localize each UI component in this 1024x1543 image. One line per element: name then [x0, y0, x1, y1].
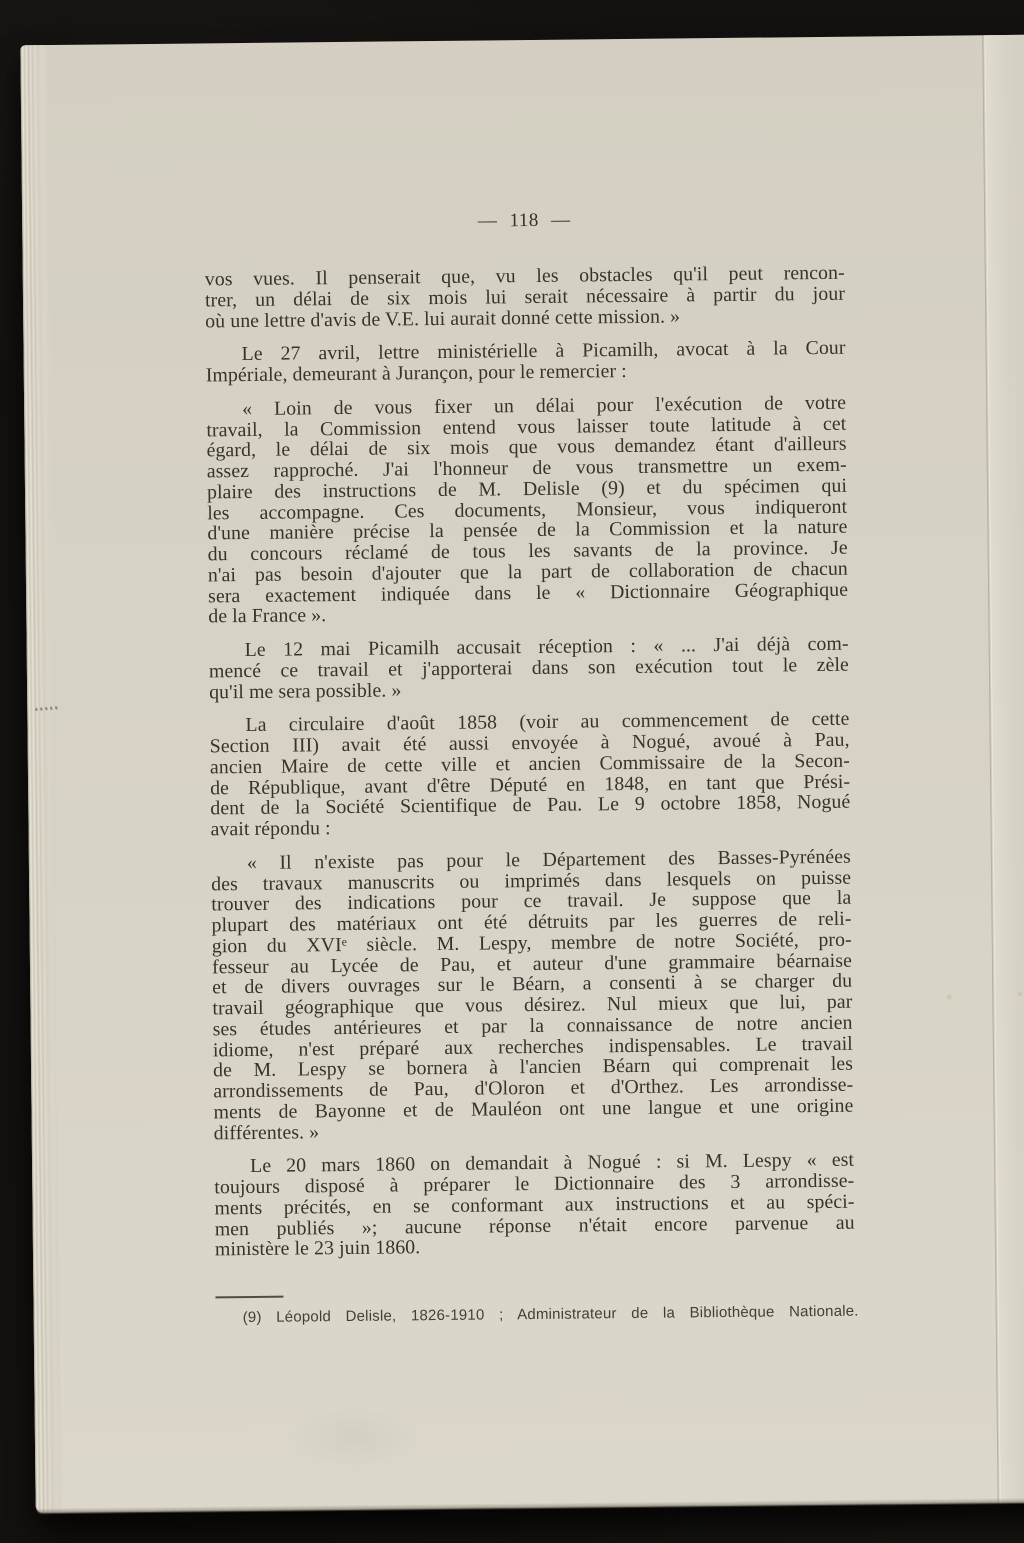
text-line: travail, la Commission entend vous laisser toute latitude à cet: [206, 412, 847, 441]
text-line: ses études antérieures et par la connaissance de notre ancien: [212, 1011, 853, 1041]
text-line: Impériale, demeurant à Jurançon, pour le remercier :: [205, 360, 627, 387]
bottom-page-edge: [36, 1498, 1024, 1515]
text-line: ministère le 23 juin 1860.: [214, 1236, 421, 1261]
paragraph: [211, 846, 854, 1143]
text-line: où une lettre d'avis de V.E. lui aurait donné cette mission. »: [205, 304, 681, 332]
text-line: et de divers ouvrages sur le Béarn, a consenti à se charger du: [212, 969, 853, 999]
text-line: différentes. »: [213, 1120, 320, 1144]
paragraph: [209, 634, 850, 703]
text-line: plupart des matériaux ont été détruits par les guerres de reli-: [211, 907, 852, 937]
text-line: Le 12 mai Picamilh accusait réception : « ... J'ai déjà com-: [244, 632, 849, 662]
text-line: ments précités, en se conformant aux instructions et au spéci-: [214, 1190, 855, 1220]
text-line: Section III) avait été aussi envoyée à Nogué, avoué à Pau,: [209, 728, 850, 758]
text-line: fesseur au Lycée de Pau, et auteur d'une grammaire béarnaise: [211, 949, 853, 978]
text-line: La circulaire d'août 1858 (voir au commencement de cette: [245, 707, 850, 737]
text-line: vos vues. Il penserait que, vu les obstacles qu'il peut rencon-: [204, 261, 845, 291]
text-line: Le 20 mars 1860 on demandait à Nogué : si M. Lespy « est: [249, 1148, 855, 1178]
text-line: men publiés »; aucune réponse n'était encore parvenue au: [214, 1211, 855, 1240]
footnote-separator-rule: [215, 1296, 283, 1299]
body-text: [205, 263, 855, 1261]
book-page: [20, 35, 1024, 1514]
text-line: de République, avant d'être Député en 1848, en tant que Prési-: [210, 770, 851, 799]
paper-stain: [945, 994, 953, 1001]
text-line: gion du XVIᵉ siècle. M. Lespy, membre de notre Société, pro-: [211, 928, 852, 958]
paragraph: [205, 263, 846, 332]
text-line: « Loin de vous fixer un délai pour l'exécution de votre: [242, 391, 847, 420]
text-line: sera exactement indiquée dans le « Dictionnaire Géographique: [208, 578, 849, 607]
text-line: de M. Lespy se bornera à l'ancien Béarn qui comprenait les: [212, 1052, 854, 1082]
text-line: travail géographique que vous désirez. Nul mieux que lui, par: [212, 990, 853, 1020]
text-line: Le 27 avril, lettre ministérielle à Picamilh, avocat à la Cour: [241, 336, 846, 366]
paper-stain: [1016, 991, 1023, 997]
text-line: de la France ».: [208, 604, 327, 628]
text-line: les accompagne. Ces documents, Monsieur, vous indiqueront: [207, 495, 848, 524]
footnote: (9) Léopold Delisle, 1826-1910 ; Administrateur de la Bibliothèque Nationale.: [242, 1302, 859, 1327]
paragraph: [214, 1150, 855, 1260]
text-line: toujours disposé à préparer le Dictionnaire des 3 arrondisse-: [214, 1169, 855, 1199]
paragraph: [209, 709, 850, 840]
text-line: ments de Bayonne et de Mauléon ont une langue et une origine: [213, 1094, 854, 1124]
text-line: du concours réclamé de tous les savants de la province. Je: [207, 536, 848, 566]
text-line: plaire des instructions de M. Delisle (9) et du spécimen qui: [206, 474, 848, 504]
text-line: ancien Maire de cette ville et ancien Commissaire de la Secon-: [209, 749, 850, 779]
text-line: arrondissements de Pau, d'Oloron et d'Orthez. Les arrondisse-: [213, 1073, 854, 1103]
text-line: « Il n'existe pas pour le Département des Basses-Pyrénées: [246, 845, 851, 874]
text-line: égard, le délai de six mois que vous demandez étant d'ailleurs: [206, 432, 847, 462]
text-line: trer, un délai de six mois lui serait nécessaire à partir du jour: [204, 282, 846, 312]
text-line: avait répondu :: [210, 817, 331, 841]
page-edge-stack: [20, 45, 61, 1513]
text-line: d'une manière précise la pensée de la Commission et la nature: [207, 515, 848, 545]
paragraph: [206, 392, 848, 627]
text-line: mencé ce travail et j'apporterai dans son exécution tout le zèle: [208, 653, 849, 683]
text-line: dent de la Société Scientifique de Pau. Le 9 octobre 1858, Nogué: [210, 790, 851, 820]
text-line: des travaux manuscrits ou imprimés dans lesquels on puisse: [211, 866, 852, 895]
page-number: — 118 —: [477, 209, 571, 232]
text-line: n'ai pas besoin d'ajouter que la part de collaboration de chacun: [207, 557, 848, 587]
text-line: trouver des indications pour ce travail. Je suppose que la: [211, 886, 852, 916]
paper-stain: [285, 1401, 426, 1472]
text-line: assez rapproché. J'ai l'honneur de vous transmettre un exem-: [206, 453, 847, 483]
text-line: idiome, n'est préparé aux recherches indispensables. Le travail: [212, 1032, 853, 1061]
paragraph: [205, 338, 845, 386]
text-line: qu'il me sera possible. »: [209, 678, 402, 703]
